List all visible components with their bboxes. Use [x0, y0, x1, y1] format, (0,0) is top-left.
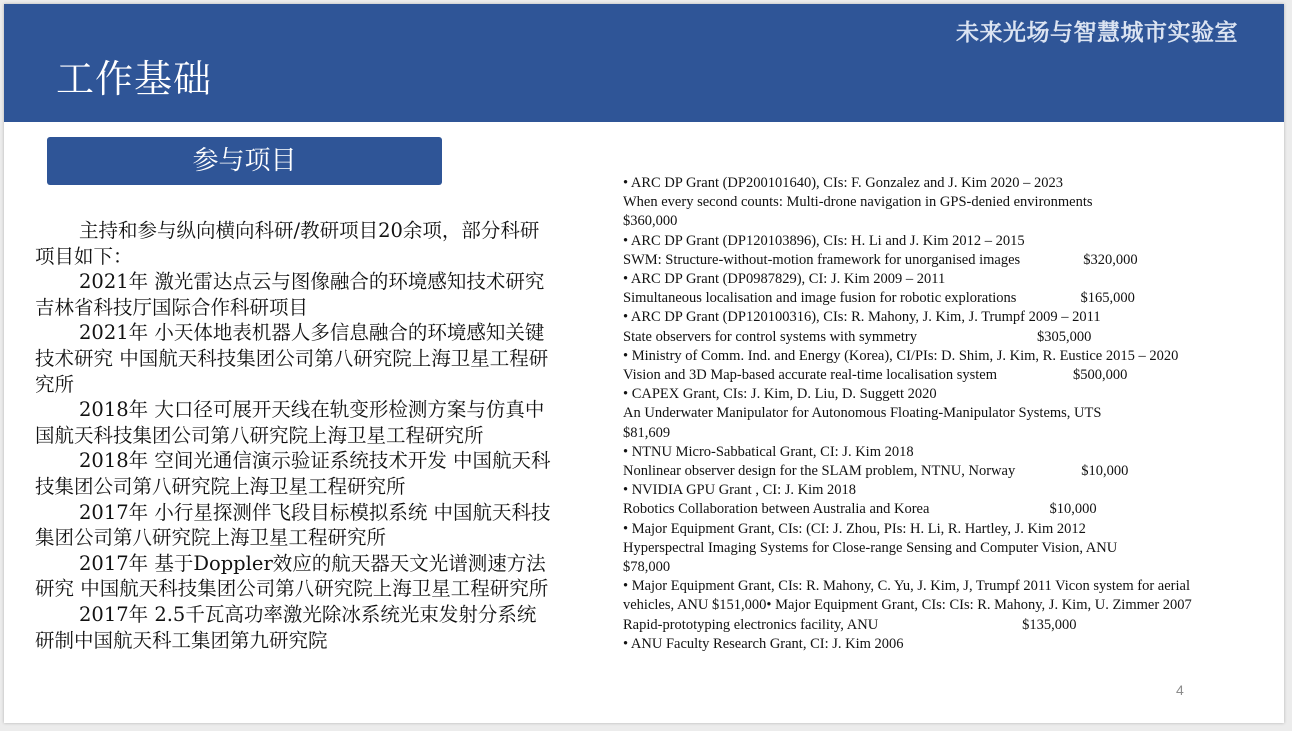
grant-text: • ARC DP Grant (DP120103896), CIs: H. Li and J. Kim 2012 – 2015 [623, 232, 1025, 249]
grant-text: SWM: Structure-without-motion framework for unorganised images [623, 251, 1021, 268]
grant-text: $81,609 [623, 424, 671, 441]
grant-line [623, 616, 1223, 635]
grant-amount: $165,000 [1080, 290, 1135, 307]
grant-text: • ARC DP Grant (DP0987829), CI: J. Kim 2009 – 2011 [623, 271, 946, 288]
grant-text: An Underwater Manipulator for Autonomous Floating-Manipulator Systems, UTS [623, 405, 1102, 422]
grant-amount: $135,000 [1022, 616, 1077, 633]
grant-text: • Major Equipment Grant, CIs: (CI: J. Zhou, PIs: H. Li, R. Hartley, J. Kim 2012 [623, 520, 1086, 537]
grant-line [623, 347, 1208, 366]
project-paragraph: 2021年 小天体地表机器人多信息融合的环境感知关键技术研究 中国航天科技集团公司第八研究院上海卫星工程研究所 [35, 321, 549, 396]
grant-line [623, 385, 1223, 404]
grant-amount: $500,000 [1073, 367, 1128, 384]
grant-text: Robotics Collaboration between Australia and Korea [623, 501, 930, 518]
grant-line [623, 404, 1223, 423]
grant-line [623, 424, 1223, 443]
project-paragraph: 2017年 基于Doppler效应的航天器天文光谱测速方法研究 中国航天科技集团公司第八研究院上海卫星工程研究所 [35, 551, 549, 601]
grant-list [623, 174, 1223, 654]
grant-text: • Ministry of Comm. Ind. and Energy (Korea), CI/PIs: D. Shim, J. Kim, R. Eustice 2015 – 2020 [623, 347, 1179, 364]
grant-line [623, 500, 1223, 519]
grant-line [623, 174, 1223, 193]
grant-line [623, 539, 1223, 558]
grant-line [623, 635, 1223, 654]
grant-line [623, 443, 1223, 462]
grant-line [623, 270, 1223, 289]
project-paragraph: 主持和参与纵向横向科研/教研项目20余项，部分科研项目如下： [35, 219, 540, 268]
project-summary [35, 218, 555, 653]
grant-text: • ARC DP Grant (DP200101640), CIs: F. Gonzalez and J. Kim 2020 – 2023 [623, 175, 1063, 191]
grant-line [623, 366, 1223, 385]
grant-text: Vision and 3D Map-based accurate real-time localisation system [623, 367, 997, 384]
project-paragraph: 2021年 激光雷达点云与图像融合的环境感知技术研究 吉林省科技厅国际合作科研项目 [35, 270, 545, 319]
grant-text: $78,000 [623, 559, 671, 576]
grant-text: Hyperspectral Imaging Systems for Close-range Sensing and Computer Vision, ANU [623, 539, 1118, 556]
grant-amount: $10,000 [1049, 501, 1097, 518]
grant-text: $360,000 [623, 213, 678, 230]
grant-line [623, 577, 1208, 615]
grant-amount: $320,000 [1083, 251, 1138, 268]
grant-text: • CAPEX Grant, CIs: J. Kim, D. Liu, D. Suggett 2020 [623, 386, 937, 403]
grant-text: Simultaneous localisation and image fusion for robotic explorations [623, 290, 1017, 307]
header-band [4, 4, 1284, 122]
project-paragraph: 2017年 2.5千瓦高功率激光除冰系统光束发射分系统研制中国航天科工集团第九研究院 [35, 602, 537, 652]
page-title: 工作基础 [56, 57, 213, 101]
grant-line [623, 520, 1223, 539]
grant-text: Rapid-prototyping electronics facility, ANU [623, 616, 879, 633]
grant-amount: $305,000 [1036, 328, 1092, 345]
grant-line [623, 193, 1223, 212]
grant-amount: $10,000 [1081, 463, 1129, 480]
grant-text: When every second counts: Multi-drone navigation in GPS-denied environments [623, 194, 1093, 211]
page-number: 4 [1176, 682, 1184, 698]
grant-text: • NVIDIA GPU Grant , CI: J. Kim 2018 [623, 482, 857, 499]
grant-text: Nonlinear observer design for the SLAM problem, NTNU, Norway [623, 463, 1016, 480]
grant-line [623, 558, 1223, 577]
grant-line [623, 462, 1223, 481]
section-label: 参与项目 [47, 137, 442, 185]
grant-text: • ARC DP Grant (DP120100316), CIs: R. Mahony, J. Kim, J. Trumpf 2009 – 2011 [623, 309, 1101, 326]
grant-text: • NTNU Micro-Sabbatical Grant, CI: J. Kim 2018 [623, 443, 914, 460]
slide [4, 4, 1284, 723]
grant-line [623, 481, 1223, 500]
lab-name: 未来光场与智慧城市实验室 [956, 20, 1238, 46]
project-paragraph: 2018年 大口径可展开天线在轨变形检测方案与仿真中国航天科技集团公司第八研究院上海卫星工程研究所 [35, 398, 545, 447]
grant-line [623, 289, 1223, 308]
grant-line [623, 232, 1223, 251]
grant-line [623, 328, 1223, 347]
grant-line [623, 251, 1223, 270]
grant-line [623, 212, 1223, 231]
project-paragraph: 2018年 空间光通信演示验证系统技术开发 中国航天科技集团公司第八研究院上海卫星工程研究所 [35, 449, 551, 498]
project-paragraph: 2017年 小行星探测伴飞段目标模拟系统 中国航天科技集团公司第八研究院上海卫星工程研究所 [35, 500, 551, 550]
grant-text: • Major Equipment Grant, CIs: R. Mahony, C. Yu, J. Kim, J, Trumpf 2011 Vicon system for aerial vehicles, ANU $151,000• Major Equipment Grant, CIs: CIs: R. Mahony, J. Kim, U. Zimmer 2007 [623, 578, 1192, 614]
grant-line [623, 308, 1223, 327]
grant-text: • ANU Faculty Research Grant, CI: J. Kim 2006 [623, 635, 904, 652]
grant-text: State observers for control systems with symmetry [623, 328, 917, 345]
